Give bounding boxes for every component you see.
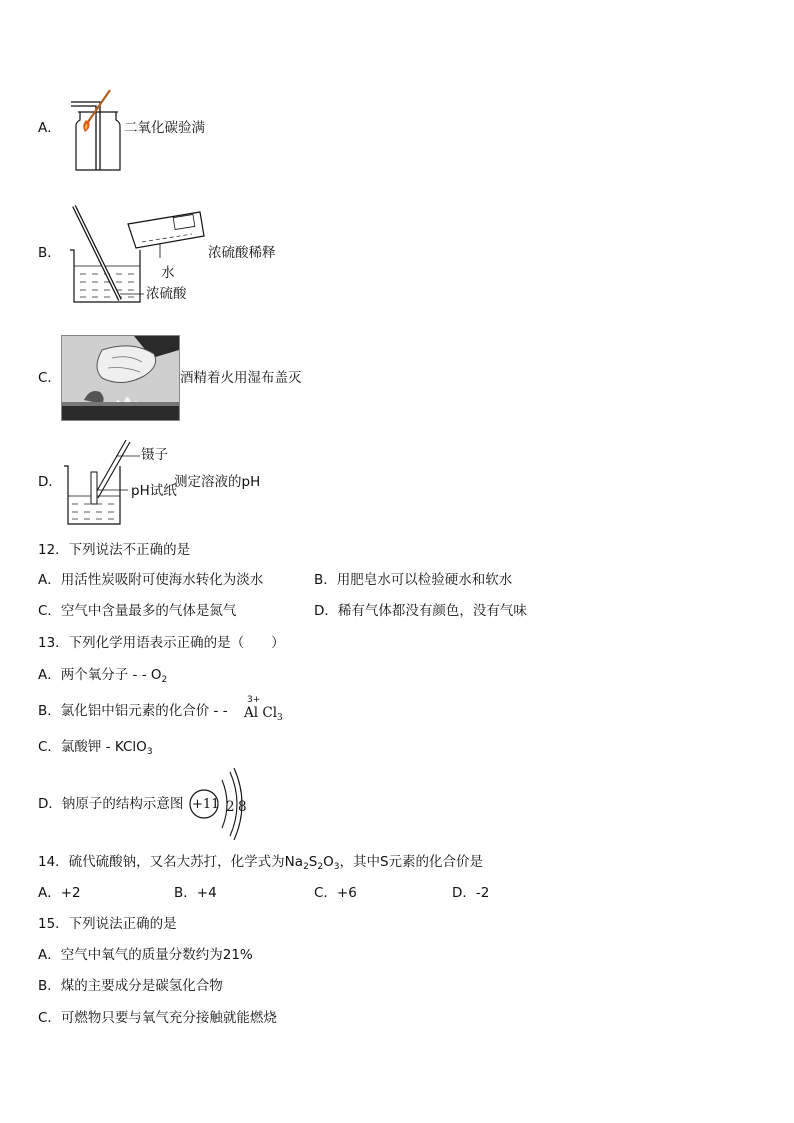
q13-option-b-cl: Cl	[262, 705, 278, 721]
q12-option-d: D．稀有气体都没有颜色，没有气味	[314, 603, 527, 619]
option-b-caption: 浓硫酸稀释	[208, 245, 276, 261]
gas-bottle-figure	[66, 86, 126, 174]
q14-option-b: B．+4	[174, 885, 217, 901]
q13-option-c-sub: 3	[146, 747, 153, 757]
q12-stem: 12．下列说法不正确的是	[38, 542, 191, 558]
option-b-acid-label: 浓硫酸	[146, 286, 187, 302]
q13-option-a	[38, 666, 167, 689]
q13-option-b-al: Al	[244, 705, 259, 721]
wet-cloth-photo	[61, 335, 180, 421]
q13-option-a-text: A．两个氧分子 - - O	[38, 667, 162, 683]
q14-option-c: C．+6	[314, 885, 357, 901]
q13-option-b-charge: 3+	[247, 695, 261, 705]
q13-option-b-formula	[244, 704, 283, 727]
q15-stem: 15．下列说法正确的是	[38, 916, 177, 932]
option-b-water-label: 水	[161, 265, 175, 281]
q14-option-d: D．-2	[452, 885, 490, 901]
q12-option-c: C．空气中含量最多的气体是氮气	[38, 603, 237, 619]
option-d-paper-label: pH试纸	[131, 483, 177, 499]
q13-option-b-text: B．氯化铝中铝元素的化合价 - -	[38, 703, 228, 719]
q13-stem: 13．下列化学用语表示正确的是（ ）	[38, 635, 285, 651]
q14-option-a: A．+2	[38, 885, 81, 901]
q12-option-b: B．用肥皂水可以检验硬水和软水	[314, 572, 513, 588]
q14-sub-2: 2	[317, 862, 324, 872]
q14-sub-3: 3	[333, 862, 340, 872]
q15-option-b: B．煤的主要成分是碳氢化合物	[38, 978, 223, 994]
option-d-letter: D．	[38, 474, 62, 490]
option-a-caption: 二氧化碳验满	[124, 120, 205, 136]
q13-option-b-sub: 3	[277, 713, 283, 723]
option-c-caption: 酒精着火用湿布盖灭	[180, 370, 302, 386]
q13-option-a-sub: 2	[161, 675, 168, 685]
sodium-shell-2-count: 8	[238, 799, 247, 815]
acid-dilution-figure	[62, 200, 212, 310]
q12-option-a: A．用活性炭吸附可使海水转化为淡水	[38, 572, 264, 588]
option-d-caption: 测定溶液的pH	[174, 474, 261, 490]
option-c-letter: C．	[38, 370, 61, 386]
q13-option-d-text: D．钠原子的结构示意图	[38, 796, 184, 812]
q15-option-a: A．空气中氧气的质量分数约为21%	[38, 947, 253, 963]
option-a-letter: A．	[38, 120, 61, 136]
q14-sub-1: 2	[303, 862, 309, 872]
sodium-nucleus-label: +11	[192, 797, 220, 812]
q14-o: O	[323, 854, 334, 870]
q13-option-c-text: C．氯酸钾 - KClO	[38, 739, 147, 755]
q14-stem-pre: 14．硫代硫酸钠，又名大苏打，化学式为Na	[38, 854, 304, 870]
option-b-letter: B．	[38, 245, 61, 261]
q13-option-c	[38, 738, 153, 761]
q14-stem-post: ，其中S元素的化合价是	[339, 854, 484, 870]
wet-cloth-illustration	[62, 336, 179, 420]
q14-s: S	[308, 854, 318, 870]
q14-stem	[38, 853, 483, 876]
sodium-shell-1-count: 2	[226, 799, 235, 815]
q15-option-c: C．可燃物只要与氧气充分接触就能燃烧	[38, 1010, 277, 1026]
option-d-tweezers-label: 镊子	[141, 447, 168, 463]
